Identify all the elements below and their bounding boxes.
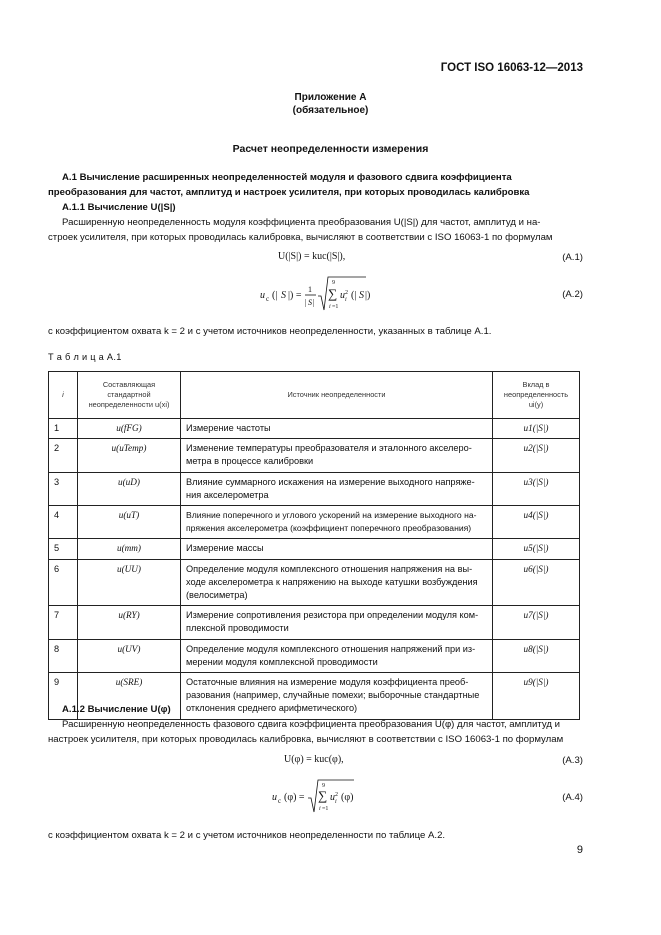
formula-a2 — [260, 274, 380, 316]
table-row — [49, 606, 580, 639]
table-header-i: i — [49, 372, 78, 419]
row-index: 6 — [49, 559, 78, 606]
row-index: 4 — [49, 506, 78, 539]
table-row — [49, 472, 580, 505]
svg-text:|) =: |) = — [288, 290, 302, 301]
row-index: 3 — [49, 472, 78, 505]
row-component: u(RY) — [78, 606, 181, 639]
svg-text:2: 2 — [345, 290, 348, 296]
row-source: Влияние суммарного искажения на измерение выходного напряже-ния акселерометра — [181, 472, 493, 505]
row-index: 9 — [49, 673, 78, 720]
svg-text:u: u — [340, 290, 345, 301]
table-caption: Т а б л и ц а А.1 — [48, 352, 122, 362]
svg-text:i: i — [319, 806, 321, 812]
svg-text:9: 9 — [322, 783, 325, 789]
a11-paragraph-line1: Расширенную неопределенность модуля коэффициента преобразования U(|S|) для частот, амплитуд и на- — [62, 217, 541, 228]
annex-note: (обязательное) — [292, 105, 369, 116]
svg-text:u: u — [272, 792, 277, 803]
table-header-component: Составляющая стандартной неопределенности u(xi) — [78, 372, 181, 419]
section-title: Расчет неопределенности измерения — [232, 143, 429, 155]
svg-text:(φ): (φ) — [341, 792, 354, 803]
svg-text:S: S — [308, 298, 312, 307]
svg-text:(|: (| — [351, 290, 357, 301]
row-source: Изменение температуры преобразователя и эталонного акселеро-метра в процессе калибровки — [181, 439, 493, 472]
svg-text:=1: =1 — [322, 806, 329, 812]
row-contribution: u3(|S|) — [493, 472, 580, 505]
row-component: u(uTemp) — [78, 439, 181, 472]
annex-title: Приложение А — [294, 92, 367, 103]
row-index: 5 — [49, 539, 78, 559]
row-contribution: u9(|S|) — [493, 673, 580, 720]
a11-heading: А.1.1 Вычисление U(|S|) — [62, 202, 176, 213]
equation-number-a4: (A.4) — [562, 792, 583, 803]
equation-number-a1: (A.1) — [562, 252, 583, 263]
table-row — [49, 506, 580, 539]
formula-a1: U(|S|) = kuc(|S|), — [278, 251, 346, 262]
row-contribution: u1(|S|) — [493, 419, 580, 439]
table-row — [49, 539, 580, 559]
row-source: Остаточные влияния на измерение модуля коэффициента преоб-разования (например, случайные помехи; выборочные стандартные отклонения среднего арифметического) — [181, 673, 493, 720]
uncertainty-table — [48, 371, 580, 720]
svg-text:i: i — [345, 297, 347, 303]
row-contribution: u6(|S|) — [493, 559, 580, 606]
table-row — [49, 559, 580, 606]
a12-after-text: с коэффициентом охвата k = 2 и с учетом источников неопределенности по таблице А.2. — [48, 830, 446, 841]
table-row — [49, 439, 580, 472]
a12-heading: А.1.2 Вычисление U(φ) — [62, 704, 171, 715]
row-source: Измерение частоты — [181, 419, 493, 439]
row-component: u(UV) — [78, 639, 181, 672]
row-component: u(mm) — [78, 539, 181, 559]
row-component: u(uD) — [78, 472, 181, 505]
svg-text:i: i — [335, 799, 337, 805]
row-component: u(SRE) — [78, 673, 181, 720]
svg-text:1: 1 — [308, 285, 312, 294]
svg-text:2: 2 — [335, 792, 338, 798]
row-index: 1 — [49, 419, 78, 439]
row-component: u(UU) — [78, 559, 181, 606]
svg-text:9: 9 — [332, 280, 335, 286]
row-source: Определение модуля комплексного отношения напряжения на вы-ходе акселерометра к напряжению на выходе катушки возбуждения (велосиметра) — [181, 559, 493, 606]
row-contribution: u5(|S|) — [493, 539, 580, 559]
equation-number-a2: (A.2) — [562, 289, 583, 300]
standard-header: ГОСТ ISO 16063-12—2013 — [440, 62, 583, 74]
row-component: u(fFG) — [78, 419, 181, 439]
svg-text:u: u — [260, 290, 265, 301]
svg-text:(φ) =: (φ) = — [284, 792, 305, 803]
a11-paragraph-line2: строек усилителя, при которых проводилась калибровка, вычисляют в соответствии с ISO 16063-1 по формулам — [48, 232, 553, 243]
svg-text:i: i — [329, 304, 331, 310]
row-index: 8 — [49, 639, 78, 672]
row-source: Измерение сопротивления резистора при определении модуля ком-плексной проводимости — [181, 606, 493, 639]
table-header-contribution: Вклад в неопределенность ui(y) — [493, 372, 580, 419]
row-contribution: u2(|S|) — [493, 439, 580, 472]
row-index: 2 — [49, 439, 78, 472]
svg-text:c: c — [278, 797, 282, 805]
table-row — [49, 639, 580, 672]
table-row — [49, 419, 580, 439]
a1-heading-line2: преобразования для частот, амплитуд и настроек усилителя, при которых проводилась калибровка — [48, 187, 530, 198]
a12-paragraph-line1: Расширенную неопределенность фазового сдвига коэффициента преобразования U(φ) для частот, амплитуд и — [62, 719, 560, 730]
a12-paragraph-line2: настроек усилителя, при которых проводилась калибровка, вычисляют в соответствии с ISO 16063-1 по формулам — [48, 734, 564, 745]
svg-text:S: S — [281, 290, 286, 301]
svg-text:S: S — [359, 290, 364, 301]
page-number: 9 — [576, 844, 583, 856]
svg-text:|: | — [305, 298, 307, 307]
svg-text:=1: =1 — [332, 304, 339, 310]
svg-text:(|: (| — [272, 290, 278, 301]
svg-text:c: c — [266, 295, 270, 303]
a11-after-text: с коэффициентом охвата k = 2 и с учетом источников неопределенности, указанных в таблице А.1. — [48, 326, 492, 337]
svg-text:u: u — [330, 792, 335, 803]
row-component: u(uT) — [78, 506, 181, 539]
row-source: Измерение массы — [181, 539, 493, 559]
row-index: 7 — [49, 606, 78, 639]
a1-heading-line1: А.1 Вычисление расширенных неопределенностей модуля и фазового сдвига коэффициента — [62, 172, 512, 183]
row-source: Влияние поперечного и углового ускорений на измерение выходного на-пряжения акселерометра (коэффициент поперечного преобразования) — [181, 506, 493, 539]
row-contribution: u8(|S|) — [493, 639, 580, 672]
row-source: Определение модуля комплексного отношения напряжений при из-мерении модуля комплексной проводимости — [181, 639, 493, 672]
row-contribution: u4(|S|) — [493, 506, 580, 539]
svg-text:∑: ∑ — [328, 286, 338, 301]
equation-number-a3: (A.3) — [562, 755, 583, 766]
svg-text:|: | — [313, 298, 315, 307]
svg-text:|): |) — [365, 290, 371, 301]
row-contribution: u7(|S|) — [493, 606, 580, 639]
svg-text:∑: ∑ — [318, 788, 328, 803]
table-header-source: Источник неопределенности — [181, 372, 493, 419]
formula-a4 — [272, 778, 362, 818]
formula-a3: U(φ) = kuc(φ), — [284, 754, 344, 765]
